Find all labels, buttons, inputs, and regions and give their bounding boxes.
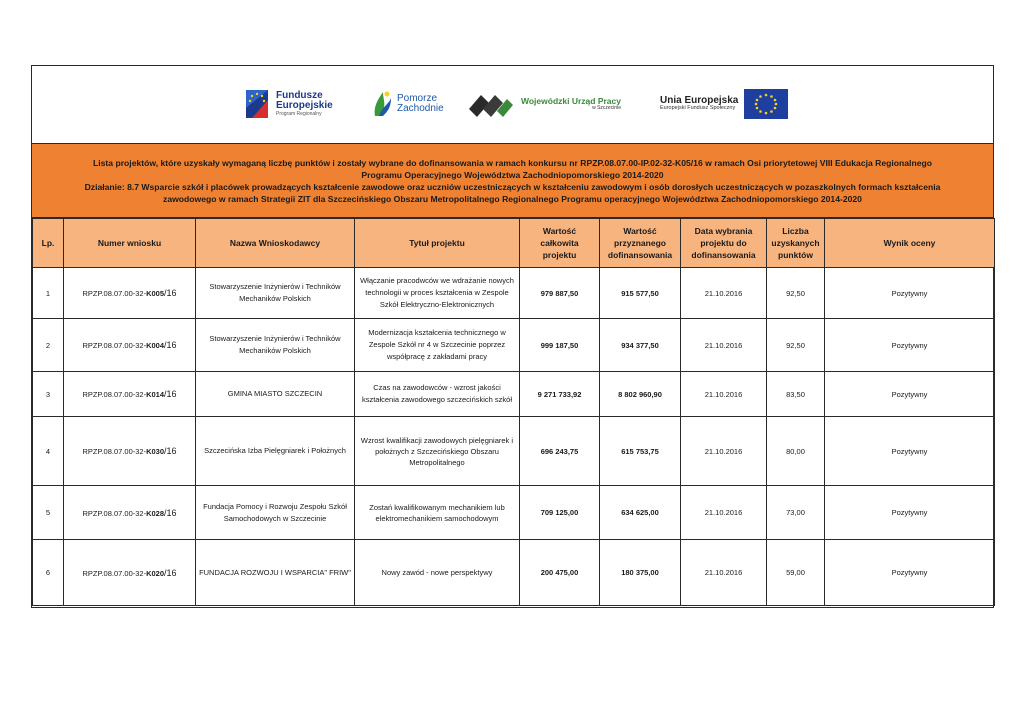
col-header-nazwa: Nazwa Wnioskodawcy <box>196 219 355 268</box>
cell-data: 21.10.2016 <box>681 417 767 486</box>
cell-dofinansowanie: 915 577,50 <box>600 268 681 319</box>
cell-nazwa: GMINA MIASTO SZCZECIN <box>196 372 355 417</box>
cell-tytul: Czas na zawodowców - wzrost jakości kształcenia zawodowego szczecińskich szkół <box>355 372 520 417</box>
ue-logo-line1: Unia Europejska <box>660 94 739 106</box>
fundusze-europejskie-emblem-icon <box>244 86 272 122</box>
col-header-tytul: Tytuł projektu <box>355 219 520 268</box>
fe-logo-line2: Europejskie <box>276 100 333 112</box>
fe-logo-line3: Program Regionalny <box>276 110 322 117</box>
col-header-numer: Numer wniosku <box>64 219 196 268</box>
cell-wynik: Pozytywny <box>825 417 995 486</box>
cell-numer: RPZP.08.07.00-32-K005/16 <box>64 268 196 319</box>
wup-logo-line2: w Szczecinie <box>592 104 621 111</box>
cell-nazwa: Stowarzyszenie Inżynierów i Techników Mechaników Polskich <box>196 268 355 319</box>
col-header-punkty: Liczba uzyskanych punktów <box>767 219 825 268</box>
cell-nazwa: FUNDACJA ROZWOJU I WSPARCIA" FRIW" <box>196 540 355 606</box>
table-header-row <box>33 219 995 268</box>
cell-tytul: Nowy zawód - nowe perspektywy <box>355 540 520 606</box>
cell-punkty: 73,00 <box>767 486 825 540</box>
cell-wartosc: 979 887,50 <box>520 268 600 319</box>
cell-lp: 5 <box>33 486 64 540</box>
pz-logo-line1: Pomorze <box>397 92 438 104</box>
cell-punkty: 59,00 <box>767 540 825 606</box>
cell-data: 21.10.2016 <box>681 372 767 417</box>
cell-data: 21.10.2016 <box>681 486 767 540</box>
col-header-wartosc: Wartość całkowita projektu <box>520 219 600 268</box>
cell-data: 21.10.2016 <box>681 540 767 606</box>
cell-wartosc: 9 271 733,92 <box>520 372 600 417</box>
pomorze-zachodnie-emblem-icon <box>369 88 395 120</box>
cell-numer: RPZP.08.07.00-32-K020/16 <box>64 540 196 606</box>
cell-numer: RPZP.08.07.00-32-K004/16 <box>64 319 196 372</box>
pomorze-zachodnie-logo <box>369 84 444 124</box>
cell-lp: 3 <box>33 372 64 417</box>
cell-dofinansowanie: 180 375,00 <box>600 540 681 606</box>
col-header-data: Data wybrania projektu do dofinansowania <box>681 219 767 268</box>
col-header-dofinansowanie: Wartość przyznanego dofinansowania <box>600 219 681 268</box>
cell-dofinansowanie: 934 377,50 <box>600 319 681 372</box>
cell-wartosc: 709 125,00 <box>520 486 600 540</box>
wup-logo-line1: Wojewódzki Urząd Pracy <box>521 95 621 106</box>
cell-punkty: 80,00 <box>767 417 825 486</box>
cell-lp: 2 <box>33 319 64 372</box>
table-row <box>33 417 995 486</box>
cell-punkty: 92,50 <box>767 268 825 319</box>
table-row <box>33 372 995 417</box>
cell-lp: 1 <box>33 268 64 319</box>
document-frame <box>31 65 994 608</box>
table-row <box>33 268 995 319</box>
table-row <box>33 319 995 372</box>
cell-nazwa: Fundacja Pomocy i Rozwoju Zespołu Szkół Samochodowych w Szczecinie <box>196 486 355 540</box>
wojewodzki-urzad-pracy-logo <box>467 84 621 124</box>
cell-wynik: Pozytywny <box>825 540 995 606</box>
logo-strip <box>32 66 993 144</box>
ue-logo-line2: Europejski Fundusz Społeczny <box>660 105 736 112</box>
table-row <box>33 486 995 540</box>
cell-nazwa: Szczecińska Izba Pielęgniarek i Położnych <box>196 417 355 486</box>
table-row <box>33 540 995 606</box>
eu-flag-icon <box>744 89 788 119</box>
col-header-wynik: Wynik oceny <box>825 219 995 268</box>
cell-numer: RPZP.08.07.00-32-K028/16 <box>64 486 196 540</box>
cell-wynik: Pozytywny <box>825 268 995 319</box>
cell-numer: RPZP.08.07.00-32-K014/16 <box>64 372 196 417</box>
fundusze-europejskie-logo <box>244 84 333 124</box>
cell-nazwa: Stowarzyszenie Inżynierów i Techników Mechaników Polskich <box>196 319 355 372</box>
projects-table <box>32 218 995 606</box>
cell-numer: RPZP.08.07.00-32-K030/16 <box>64 417 196 486</box>
cell-wartosc: 696 243,75 <box>520 417 600 486</box>
cell-tytul: Zostań kwalifikowanym mechanikiem lub elektromechanikiem samochodowym <box>355 486 520 540</box>
header-line-2: Programu Operacyjnego Województwa Zachodniopomorskiego 2014-2020 <box>361 169 664 180</box>
wup-emblem-icon <box>467 89 515 119</box>
cell-wartosc: 999 187,50 <box>520 319 600 372</box>
cell-tytul: Wzrost kwalifikacji zawodowych pielęgniarek i położnych z Szczecińskiego Obszaru Metropolitalnego <box>355 417 520 486</box>
header-line-3: Działanie: 8.7 Wsparcie szkół i placówek prowadzących kształcenie zawodowe oraz uczniów uczestniczących w kształceniu zawodowym i osób dorosłych uczestniczących w pozaszkolnych formach kształcenia <box>84 181 941 192</box>
cell-wynik: Pozytywny <box>825 486 995 540</box>
cell-wynik: Pozytywny <box>825 319 995 372</box>
cell-wynik: Pozytywny <box>825 372 995 417</box>
header-line-1: Lista projektów, które uzyskały wymaganą liczbę punktów i zostały wybrane do dofinansowania w ramach konkursu nr RPZP.08.07.00-IP.02-32-K05/16 w ramach Osi priorytetowej VIII Edukacja Regionalnego <box>93 157 932 168</box>
cell-lp: 6 <box>33 540 64 606</box>
pz-logo-line2: Zachodnie <box>397 103 444 114</box>
cell-wartosc: 200 475,00 <box>520 540 600 606</box>
col-header-lp: Lp. <box>33 219 64 268</box>
cell-lp: 4 <box>33 417 64 486</box>
fe-logo-line1: Fundusze <box>276 89 323 101</box>
cell-dofinansowanie: 634 625,00 <box>600 486 681 540</box>
header-line-4: zawodowego w ramach Strategii ZIT dla Szczecińskiego Obszaru Metropolitalnego Regionalnego Programu operacyjnego Województwa Zachodniopomorskiego 2014-2020 <box>163 193 862 204</box>
cell-dofinansowanie: 8 802 960,90 <box>600 372 681 417</box>
cell-dofinansowanie: 615 753,75 <box>600 417 681 486</box>
cell-punkty: 83,50 <box>767 372 825 417</box>
unia-europejska-logo <box>660 84 788 124</box>
cell-tytul: Modernizacja kształcenia technicznego w Zespole Szkół nr 4 w Szczecinie poprzez współpracę z zakładami pracy <box>355 319 520 372</box>
cell-tytul: Włączanie pracodwców we wdrażanie nowych technologii w proces kształcenia w Zespole Szkół Elektryczno-Elektronicznych <box>355 268 520 319</box>
cell-punkty: 92,50 <box>767 319 825 372</box>
cell-data: 21.10.2016 <box>681 319 767 372</box>
document-header <box>32 144 993 218</box>
cell-data: 21.10.2016 <box>681 268 767 319</box>
